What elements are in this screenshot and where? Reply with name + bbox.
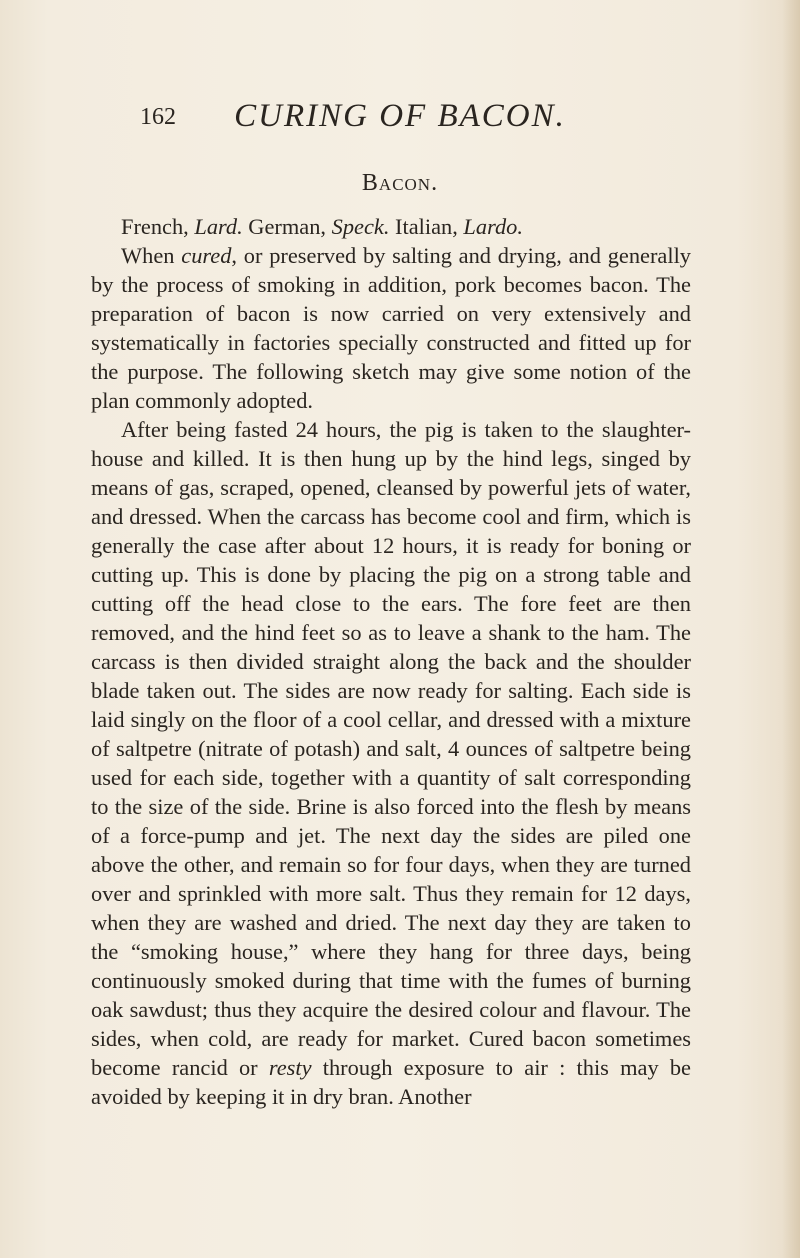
italian-term: Lardo. (463, 214, 523, 239)
section-title: Bacon. (361, 170, 439, 196)
paragraph-translations (91, 212, 691, 241)
definition-lead: When (121, 243, 182, 268)
german-label: German, (242, 214, 332, 239)
paragraph-process (91, 415, 691, 1111)
body-text (91, 212, 691, 1111)
running-head: CURING OF BACON. (234, 98, 566, 134)
paragraph-definition (91, 241, 691, 415)
page-number: 162 (140, 104, 176, 130)
french-label: French, (121, 214, 195, 239)
process-part1: After being fasted 24 hours, the pig is taken to the slaughter-house and killed. It is then hung up by the hind legs, singed by means of gas, scraped, opened, cleansed by powerful jets of water, and dressed. When the carcass has become cool and firm, which is generally the case after about 12 hours, it is ready for boning or cutting up. This is done by placing the pig on a strong table and cutting off the head close to the ears. The fore feet are then removed, and the hind feet so as to leave a shank to the ham. The carcass is then divided straight along the back and the shoulder blade taken out. The sides are now ready for salting. Each side is laid singly on the floor of a cool cellar, and dressed with a mixture of saltpetre (nitrate of potash) and salt, 4 ounces of saltpetre being used for each side, together with a quantity of salt corresponding to the size of the side. Brine is also forced into the flesh by means of a force-pump and jet. The next day the sides are piled one above the other, and remain so for four days, when they are turned over and sprinkled with more salt. Thus they remain for 12 days, when they are washed and dried. The next day they are taken to the “smoking house,” where they hang for three days, being continuously smoked during that time with the fumes of burning oak sawdust; thus they acquire the desired colour and flavour. The sides, when cold, are ready for market. Cured bacon sometimes become rancid or (91, 417, 691, 1080)
italian-label: Italian, (389, 214, 464, 239)
definition-rest: , or preserved by salting and drying, and generally by the process of smoking in addition, pork becomes bacon. The preparation of bacon is now carried on very extensively and systematically in factories specially constructed and fitted up for the purpose. The following sketch may give some notion of the plan commonly adopted. (91, 243, 691, 413)
definition-cured: cured (181, 243, 232, 268)
french-term: Lard. (194, 214, 243, 239)
process-resty: resty (268, 1055, 312, 1080)
german-term: Speck. (331, 214, 390, 239)
process-part2: through exposure to air : this may be avoided by keeping it in dry bran. Another (91, 1055, 691, 1109)
